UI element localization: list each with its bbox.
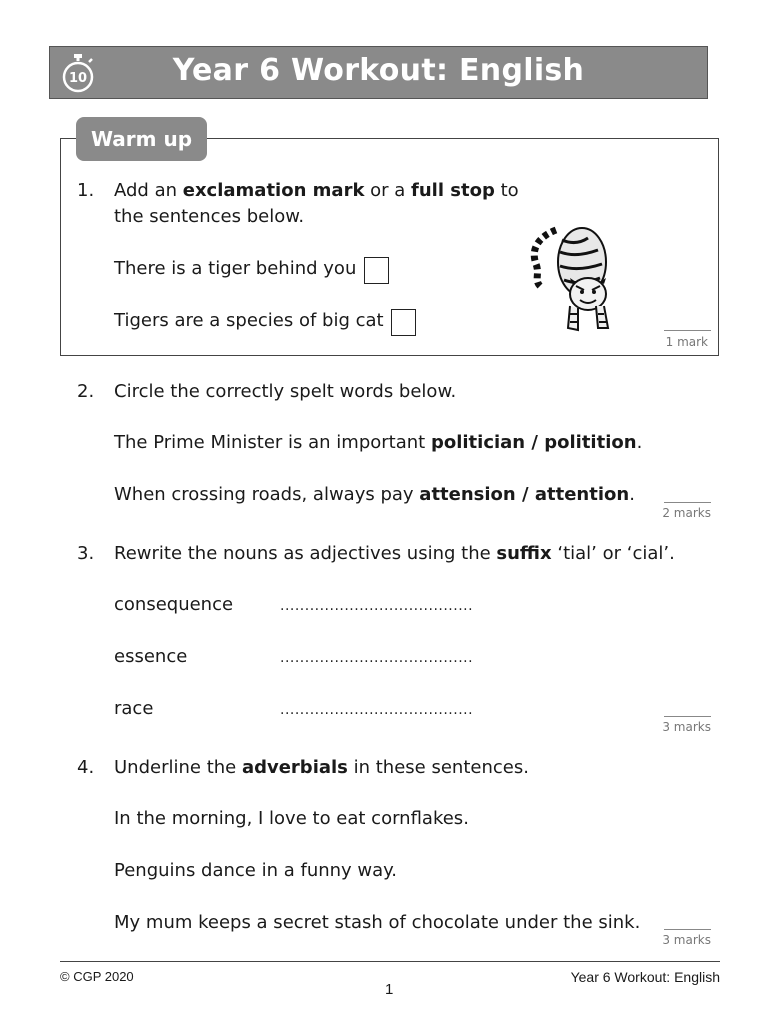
option-attension[interactable]: attension: [419, 484, 516, 505]
noun-essence: essence: [114, 646, 188, 667]
adverbial-sentence-2: Penguins dance in a funny way.: [114, 860, 397, 881]
question-4-prompt: Underline the adverbials in these sentences.: [114, 757, 529, 778]
answer-line-3[interactable]: .......................................: [280, 702, 474, 718]
option-politician[interactable]: politician: [430, 432, 526, 453]
question-3-prompt: Rewrite the nouns as adjectives using the suffix ‘tial’ or ‘cial’.: [114, 543, 675, 564]
answer-box-2[interactable]: [391, 309, 416, 336]
question-2-prompt: Circle the correctly spelt words below.: [114, 381, 457, 402]
footer-divider: [60, 961, 720, 962]
marks-divider: [664, 330, 711, 331]
option-politition[interactable]: politition: [544, 432, 637, 453]
page-title: Year 6 Workout: English: [172, 53, 585, 88]
noun-consequence: consequence: [114, 594, 234, 615]
warm-up-tab: Warm up: [76, 117, 207, 161]
svg-text:10: 10: [68, 71, 88, 86]
question-2-sentence-2: When crossing roads, always pay attension / attention.: [114, 484, 635, 505]
question-4-marks: 3 marks: [662, 933, 711, 947]
question-1-marks: 1 mark: [665, 335, 708, 349]
question-1-prompt-line2: the sentences below.: [114, 206, 305, 227]
sentence-tiger-behind: There is a tiger behind you: [114, 258, 357, 279]
noun-race: race: [114, 698, 154, 719]
adverbial-sentence-3: My mum keeps a secret stash of chocolate under the sink.: [114, 912, 641, 933]
title-banner: [49, 46, 708, 99]
marks-divider: [664, 716, 711, 717]
question-1-prompt: Add an exclamation mark or a full stop to: [114, 180, 519, 201]
question-2-sentence-1: The Prime Minister is an important politician / politition.: [114, 432, 643, 453]
question-4-number: 4.: [77, 757, 95, 778]
marks-divider: [664, 502, 711, 503]
tiger-illustration: [526, 210, 626, 336]
footer-title: Year 6 Workout: English: [570, 969, 720, 985]
adverbial-sentence-1: In the morning, I love to eat cornflakes.: [114, 808, 469, 829]
sentence-tiger-species: Tigers are a species of big cat: [114, 310, 384, 331]
question-3-marks: 3 marks: [662, 720, 711, 734]
answer-line-2[interactable]: .......................................: [280, 650, 474, 666]
question-2-marks: 2 marks: [662, 506, 711, 520]
marks-divider: [664, 929, 711, 930]
footer-copyright: © CGP 2020: [60, 969, 134, 984]
option-attention[interactable]: attention: [534, 484, 630, 505]
question-1-number: 1.: [77, 180, 95, 201]
answer-box-1[interactable]: [364, 257, 389, 284]
page-number: 1: [385, 981, 394, 998]
answer-line-1[interactable]: .......................................: [280, 598, 474, 614]
question-3-number: 3.: [77, 543, 95, 564]
question-2-number: 2.: [77, 381, 95, 402]
